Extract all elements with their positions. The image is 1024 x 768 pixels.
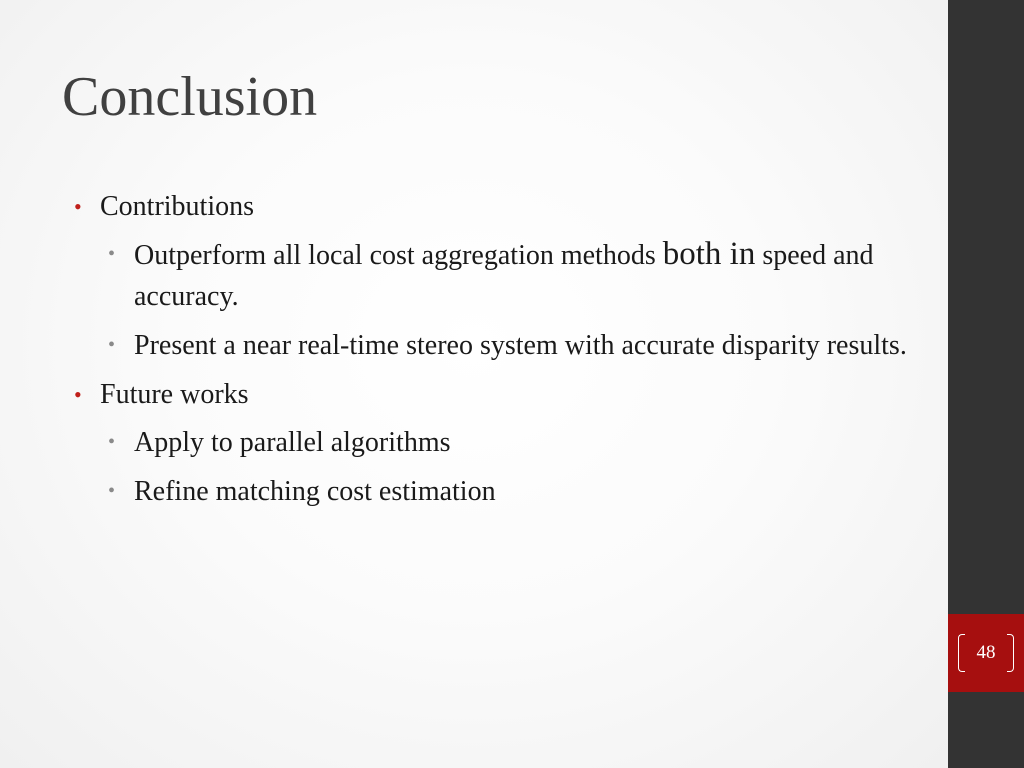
list-item-parallel	[108, 422, 914, 463]
list-item-future-works	[74, 374, 914, 416]
bullet-icon: •	[74, 194, 82, 219]
list-item-text: Present a near real-time stereo system with accurate disparity results.	[134, 330, 907, 361]
emphasized-text: both in	[662, 236, 756, 272]
bullet-icon: •	[108, 334, 116, 356]
list-item-outperform	[108, 234, 914, 317]
right-brace-icon	[1007, 634, 1014, 672]
list-item-text: Refine matching cost estimation	[134, 476, 496, 507]
page-number-box	[948, 614, 1024, 692]
bullet-icon: •	[74, 382, 82, 407]
bullet-icon: •	[108, 431, 116, 453]
list-item-text: Outperform all local cost aggregation methods	[134, 240, 663, 271]
list-item-text: speed and accuracy.	[134, 240, 874, 312]
section-heading: Future works	[100, 379, 249, 410]
page-number: 48	[976, 642, 996, 663]
bullet-icon: •	[108, 243, 116, 265]
list-item-contributions	[74, 186, 914, 228]
bullet-icon: •	[108, 480, 116, 502]
list-item-text: Apply to parallel algorithms	[134, 427, 451, 458]
bullet-list	[74, 186, 914, 520]
list-item-refine	[108, 471, 914, 512]
list-item-realtime	[108, 325, 914, 366]
slide-title: Conclusion	[62, 66, 318, 128]
section-heading: Contributions	[100, 191, 255, 222]
